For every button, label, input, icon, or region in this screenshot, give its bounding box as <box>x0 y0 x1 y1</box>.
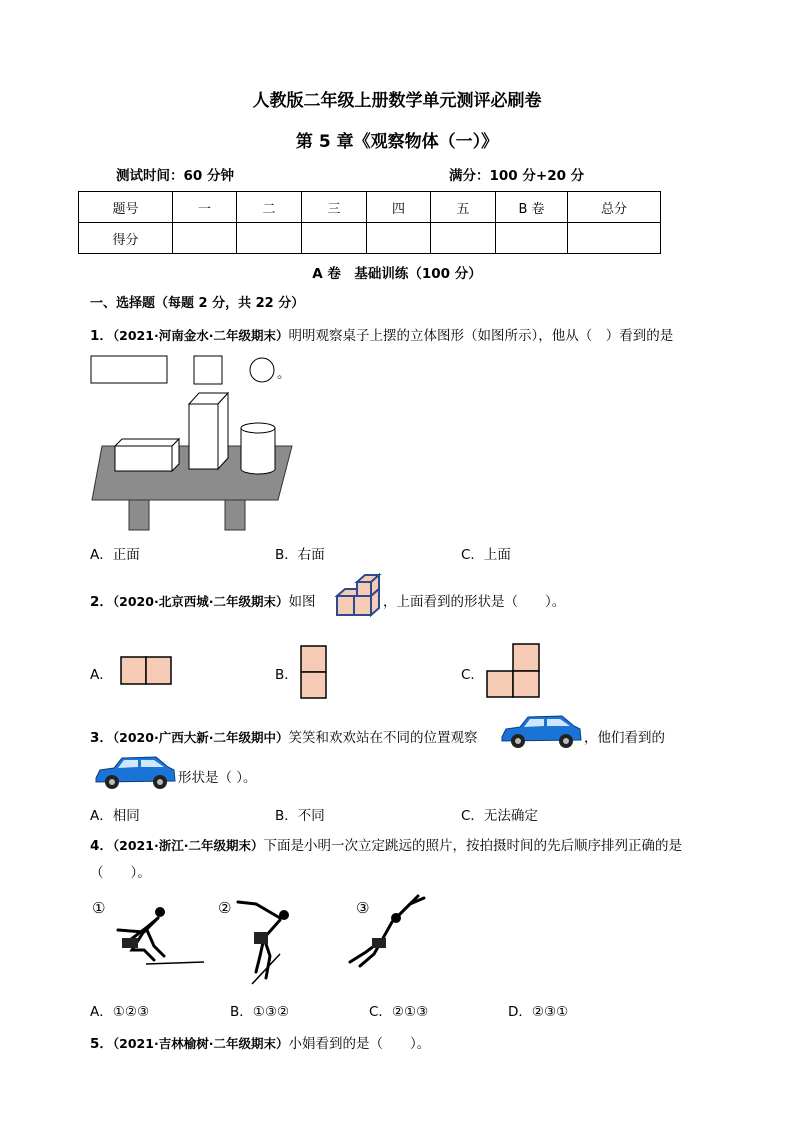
q2-tail: ，上面看到的形状是（ ）。 <box>383 594 566 610</box>
question-3: 3．（2020·广西大新·二年级期中）笑笑和欢欢站在不同的位置观察 <box>90 730 478 746</box>
circle-shape <box>250 358 274 382</box>
q3-option-b[interactable]: B．不同 <box>275 808 325 824</box>
question-1: 1．（2021·河南金水·二年级期末）明明观察桌子上摆的立体图形（如图所示），他从（ ）看到的是 <box>90 328 674 344</box>
q4-option-d[interactable]: D．②③① <box>508 1004 569 1020</box>
cylinder-top <box>241 423 275 433</box>
q4-option-c[interactable]: C．②①③ <box>369 1004 429 1020</box>
tall-prism-side <box>218 393 228 469</box>
table-leg <box>129 498 149 530</box>
question-4: 4．（2021·浙江·二年级期末）下面是小明一次立定跳远的照片，按拍摄时间的先后顺序排列正确的是 <box>90 838 682 854</box>
jumper-crouch-figure <box>110 900 210 970</box>
score-cell[interactable] <box>367 223 431 254</box>
photo-marker-1: ① <box>92 899 106 917</box>
score-cell[interactable] <box>568 223 661 254</box>
q2-option-b-label[interactable]: B． <box>275 667 298 683</box>
car-side-figure <box>92 754 178 792</box>
q3-text-tail: ，他们看到的 <box>584 730 665 746</box>
chapter-title: 第 5 章《观察物体（一）》 <box>295 132 499 152</box>
rectangle-shape <box>91 356 167 383</box>
q4-line2: （ ）。 <box>90 865 151 881</box>
tall-prism-front <box>189 404 218 469</box>
test-time: 测试时间：60 分钟 <box>116 168 234 184</box>
jumper-takeoff-figure <box>234 898 294 988</box>
score-cell[interactable] <box>173 223 237 254</box>
question-5: 5．（2021·吉林榆树·二年级期末）小娟看到的是（ ）。 <box>90 1036 431 1052</box>
q3-option-c[interactable]: C．无法确定 <box>461 808 538 824</box>
q1-option-b[interactable]: B．右面 <box>275 547 325 563</box>
score-header: 三 <box>302 192 367 223</box>
score-header: 四 <box>367 192 431 223</box>
q4-option-b[interactable]: B．①③② <box>230 1004 290 1020</box>
q4-option-a[interactable]: A．①②③ <box>90 1004 150 1020</box>
q3-line2: 形状是（ ）。 <box>178 770 257 786</box>
score-header: B 卷 <box>496 192 568 223</box>
q1-option-a[interactable]: A．正面 <box>90 547 140 563</box>
cylinder-body <box>241 428 275 474</box>
section-a-title: A 卷 基础训练（100 分） <box>312 266 482 282</box>
q1-option-c[interactable]: C．上面 <box>461 547 511 563</box>
page-title: 人教版二年级上册数学单元测评必刷卷 <box>252 91 542 111</box>
q2-option-a-shape[interactable] <box>120 656 172 686</box>
q2-option-c-label[interactable]: C． <box>461 667 484 683</box>
q3-option-a[interactable]: A．相同 <box>90 808 140 824</box>
q2-option-c-shape[interactable] <box>486 643 542 699</box>
cuboid-top <box>115 439 179 446</box>
score-cell[interactable] <box>237 223 302 254</box>
score-header: 题号 <box>79 192 173 223</box>
jumper-flight-figure <box>330 892 430 968</box>
score-header: 五 <box>431 192 496 223</box>
full-score: 满分：100 分+20 分 <box>449 168 585 184</box>
q1-answer-shapes <box>90 354 290 390</box>
square-shape <box>194 356 222 384</box>
score-cell[interactable] <box>496 223 568 254</box>
cuboid-front <box>115 446 172 471</box>
score-header: 一 <box>173 192 237 223</box>
q1-tail: 。 <box>277 366 291 382</box>
section-1-title: 一、选择题（每题 2 分，共 22 分） <box>90 296 305 311</box>
score-cell[interactable] <box>302 223 367 254</box>
score-table <box>78 191 661 254</box>
score-row-label: 得分 <box>79 223 173 254</box>
score-header: 总分 <box>568 192 661 223</box>
photo-marker-3: ③ <box>356 899 370 917</box>
photo-marker-2: ② <box>218 899 232 917</box>
score-header: 二 <box>237 192 302 223</box>
q2-option-a-label[interactable]: A． <box>90 667 113 683</box>
cube-stack-figure <box>335 574 383 618</box>
table-leg <box>225 498 245 530</box>
q2-option-b-shape[interactable] <box>300 645 328 699</box>
car-side-figure <box>498 713 584 751</box>
question-2: 2．（2020·北京西城·二年级期末）如图 <box>90 594 316 610</box>
score-cell[interactable] <box>431 223 496 254</box>
table-with-solids-figure <box>90 388 295 536</box>
